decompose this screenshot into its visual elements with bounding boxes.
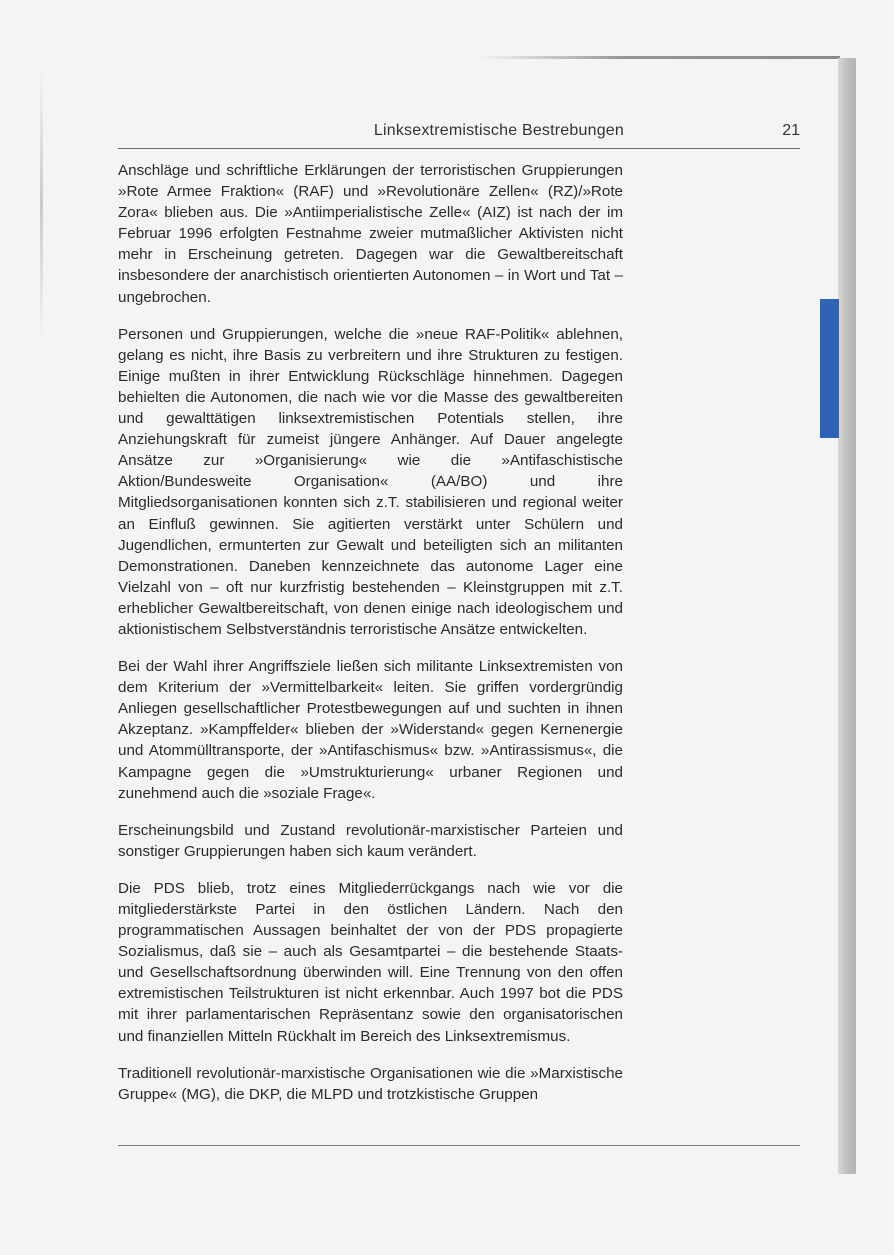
footer-rule: [118, 1145, 800, 1146]
chapter-thumb-tab: [820, 299, 839, 438]
running-title: Linksextremistische Bestrebungen: [373, 122, 624, 139]
paragraph-3: Bei der Wahl ihrer Angriffsziele ließen sich militante Linksextremisten von dem Kriterium der »Vermittelbarkeit« leiten. Sie griffen vordergründig Anliegen gesellschaftlicher Protestbewegungen auf und suchten in ihnen Akzeptanz. »Kampffelder« blieben der »Widerstand« gegen Kernenergie und Atommülltransporte, der »Antifaschismus« bzw. »Antirassismus«, die Kampagne gegen die »Umstrukturierung« urbaner Regionen und zunehmend auch die »soziale Frage«.: [118, 658, 623, 802]
running-header: [118, 120, 800, 149]
scan-edge-top: [480, 56, 840, 59]
paragraph-1: Anschläge und schriftliche Erklärungen der terroristischen Gruppierungen »Rote Armee Fraktion« (RAF) und »Revolutionäre Zellen« (RZ)/»Rote Zora« blieben aus. Die »Antiimperialistische Zelle« (AIZ) ist nach der im Februar 1996 erfolgten Festnahme zweier mutmaßlicher Aktivisten nicht mehr in Erscheinung getreten. Dagegen war die Gewaltbereitschaft insbesondere der anarchistisch orientierten Autonomen – in Wort und Tat – ungebrochen.: [118, 162, 623, 306]
paragraph-6: Traditionell revolutionär-marxistische Organisationen wie die »Marxistische Gruppe« (MG), die DKP, die MLPD und trotzkistische Gruppen: [118, 1064, 623, 1103]
scan-edge-right: [838, 58, 856, 1174]
page-number: 21: [782, 122, 800, 139]
paragraph-5: Die PDS blieb, trotz eines Mitgliederrückgangs nach wie vor die mitgliederstärkste Partei in den östlichen Ländern. Nach den programmatischen Aussagen beinhaltet der von der PDS propagierte Sozialismus, daß sie – auch als Gesamtpartei – die bestehende Staats- und Gesellschaftsordnung überwinden will. Eine Trennung von den offen extremistischen Teilstrukturen ist nicht erkennbar. Auch 1997 bot die PDS mit ihrer parlamentarischen Repräsentanz sowie den organisatorischen und finanziellen Mitteln Rückhalt im Bereich des Linksextremismus.: [118, 879, 623, 1045]
scan-edge-left: [40, 70, 43, 340]
paragraph-4: Erscheinungsbild und Zustand revolutionär-marxistischer Parteien und sonstiger Gruppierungen haben sich kaum verändert.: [118, 821, 623, 860]
paragraph-2: Personen und Gruppierungen, welche die »neue RAF-Politik« ablehnen, gelang es nicht, ihre Basis zu verbreitern und ihre Strukturen zu festigen. Einige mußten in ihrer Entwicklung Rückschläge hinnehmen. Dagegen behielten die Autonomen, die nach wie vor die Masse des gewaltbereiten und gewalttätigen linksextremistischen Potentials stellen, ihre Anziehungskraft für zumeist jüngere Anhänger. Auf Dauer angelegte Ansätze zur »Organisierung« wie die »Antifaschistische Aktion/Bundesweite Organisation« (AA/BO) und ihre Mitgliedsorganisationen konnten sich z.T. stabilisieren und regional weiter an Einfluß gewinnen. Sie agitierten verstärkt unter Schülern und Jugendlichen, ermunterten zur Gewalt und beteiligten sich an militanten Demonstrationen. Daneben kennzeichnete das autonome Lager eine Vielzahl von – oft nur kurzfristig bestehenden – Kleinstgruppen mit z.T. erheblicher Gewaltbereitschaft, von denen einige nach ideologischem und aktionistischem Selbstverständnis terroristische Ansätze entwickelten.: [118, 325, 623, 638]
body-text: [118, 160, 623, 1121]
